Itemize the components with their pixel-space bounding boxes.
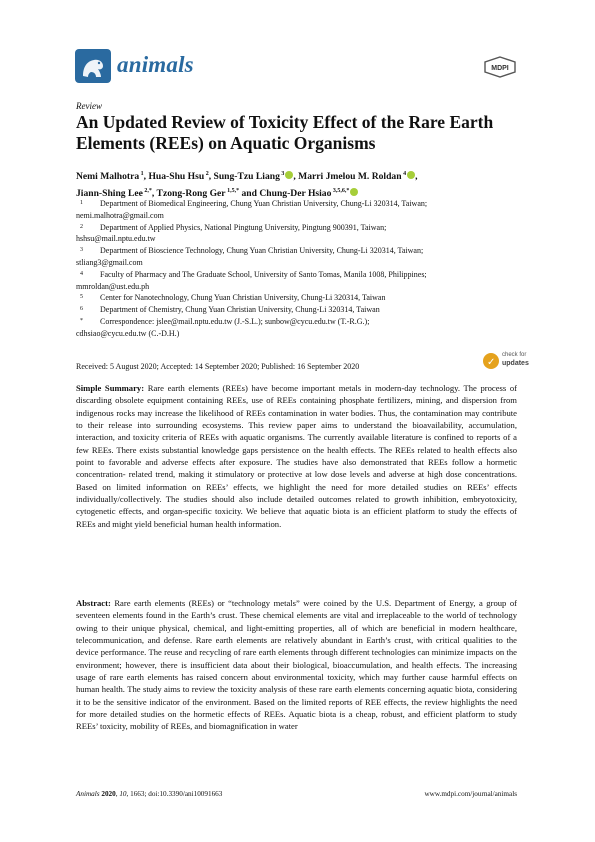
author-name: Sung-Tzu Liang [213,171,280,183]
affiliation-item [76,257,516,269]
affiliation-number: 4 [80,270,83,277]
affiliation-item [76,210,516,222]
author-affiliation-sup: 4 [401,171,407,177]
affiliation-text: Department of Biomedical Engineering, Chung Yuan Christian University, Chung-Li 320314, Taiwan; [100,199,428,208]
author-line [76,167,516,184]
affiliation-number: 2 [80,223,83,230]
author-affiliation-sup: 3 [279,171,285,177]
citation-volume: 10 [119,790,127,798]
check-for-updates-button[interactable] [483,351,527,373]
check-updates-label-line1: check for [502,352,527,358]
article-type: Review [76,101,102,111]
author-name: Hua-Shu Hsu [148,171,205,183]
check-updates-label-line2: updates [502,360,529,367]
citation-doi: 1663; doi:10.3390/ani10091663 [130,790,223,798]
author-affiliation-sup: 1,5,* [225,188,240,195]
affiliation-number: 5 [80,294,83,301]
author-separator: , [151,188,157,200]
affiliation-number: * [80,317,83,324]
check-icon: ✓ [483,353,499,369]
author-name: Jiann-Shing Lee [76,188,143,200]
affiliation-text: Department of Applied Physics, National Pingtung University, Pingtung 900391, Taiwan; [100,222,387,232]
affiliation-text: mmroldan@ust.edu.ph [76,281,150,291]
affiliation-item [76,328,516,340]
author-separator: , [293,171,299,183]
affiliation-text: Department of Chemistry, Chung Yuan Christian University, Chung-Li 320314, Taiwan [100,305,380,315]
animals-logo-icon [75,49,111,83]
affiliation-item [76,222,516,234]
affiliation-number: 3 [80,247,83,254]
article-title: An Updated Review of Toxicity Effect of the Rare Earth Elements (REEs) on Aquatic Organisms [76,112,494,153]
author-affiliation-sup: 1 [139,171,144,177]
author-separator: , [415,171,418,183]
orcid-icon[interactable] [407,171,415,179]
affiliation-item [76,233,516,245]
affiliation-text: cdhsiao@cycu.edu.tw (C.-D.H.) [76,328,180,338]
citation-year: 2020 [101,790,116,798]
author-list [76,167,516,201]
affiliation-item [76,292,516,304]
abstract-text: Rare earth elements (REEs) or “technology metals” were coined by the U.S. Department of Energy, a group of seventeen elements found in the Earth’s crust. These chemical elements are vital and irreplaceable to the world of technology owing to their unique physical, chemical, and light-emitting properties, all of which are beneficial in modern healthcare, telecommunication, and defense. Rare earth elements are relatively abundant in Earth’s crust, with critical qualities to the device performance. The reuse and recycling of rare earth elements through different technologies can minimize impacts on the environment; however, there is insufficient data about their biological, bioaccumulation, and health effects. The increasing usage of rare earth elements has raised concern about environmental toxicity, which may further cause harmful effects on human health. The study aims to review the toxicity analysis of these rare earth elements concerning aquatic biota, considering it to be the sensitive indicator of the environment. Based on the limited reports of REE effects, the review highlights the need for more detailed studies on the hormetic effects of REEs. Aquatic biota is a cheap, robust, and efficient platform to study REEs’ toxicity, mobility of REEs, and biomagnification in water [76,598,517,732]
author-name: Nemi Malhotra [76,171,140,183]
affiliation-text: Department of Bioscience Technology, Chung Yuan Christian University, Chung-Li 320314, Taiwan; [100,246,424,256]
abstract-label: Abstract: [76,598,111,608]
mdpi-logo-icon [483,56,517,78]
citation-journal: Animals [76,790,100,798]
affiliation-text: stliang3@gmail.com [76,257,143,267]
author-name: Marri Jmelou M. Roldan [298,171,402,183]
author-separator: and [239,188,260,200]
orcid-icon[interactable] [350,188,358,196]
affiliation-item [76,198,516,210]
author-affiliation-sup: 2 [204,171,209,177]
affiliation-list [76,198,516,340]
abstract [76,597,517,733]
citation: Animals 2020, 10, 1663; doi:10.3390/ani10091663 [76,790,223,798]
author-affiliation-sup: 3,5,6,* [331,188,350,195]
journal-name: animals [117,52,194,77]
author-name: Tzong-Rong Ger [156,188,226,200]
simple-summary [76,382,517,530]
affiliation-item [76,281,516,293]
affiliation-item [76,304,516,316]
affiliation-text: Center for Nanotechnology, Chung Yuan Christian University, Chung-Li 320314, Taiwan [100,293,386,303]
simple-summary-label: Simple Summary: [76,383,145,393]
affiliation-item [76,316,516,328]
publication-dates: Received: 5 August 2020; Accepted: 14 September 2020; Published: 16 September 2020 [76,362,360,371]
journal-url-link[interactable]: www.mdpi.com/journal/animals [424,790,517,798]
author-name: Chung-Der Hsiao [259,188,332,200]
author-separator: , [143,171,149,183]
mdpi-logo-text: MDPI [491,65,509,72]
affiliation-text: nemi.malhotra@gmail.com [76,210,164,220]
affiliation-item [76,269,516,281]
author-separator: , [208,171,214,183]
affiliation-text: hshsu@mail.nptu.edu.tw [76,234,156,244]
affiliation-number: 6 [80,306,83,313]
affiliation-text: Faculty of Pharmacy and The Graduate School, University of Santo Tomas, Manila 1008, Philippines; [100,269,427,279]
simple-summary-text: Rare earth elements (REEs) have become important metals in modern-day technology. The process of discarding obsolete equipment containing REEs, use of REEs containing phosphate fertilizers, mining, and dispersion from indigenous rocks may increase the likelihood of REEs contamination in water bodies. Thus, the contamination may contribute to their release into surrounding ecosystems. This review paper aims to understand the bioavailability, accumulation, interaction, and toxicity criteria of REEs with aquatic organisms. The currently available literature is confined to reports of a few REEs. There exists substantial knowledge gaps persistence on the health effects. The REEs related to health effects also point to favorable and adverse effects after exposure. The studies have also demonstrated that REEs follow a hormetic concentration- related trend, making it stimulatory or protective at low dose levels and adverse at high dose concentrations. Based on limited information on REEs’ effects, we highlight the need for more detailed studies on REEs’ effects individually/collectively. The studies should also include detailed outcomes related to growth inhibition, embryotoxicity, cytogenetic effects, and organ-specific toxicity. We believe that aquatic biota is an efficient platform to study the effects of REEs and might yield beneficial human health information. [76,383,518,529]
affiliation-number: 1 [80,200,83,206]
affiliation-text: Correspondence: jslee@mail.nptu.edu.tw (J.-S.L.); sunbow@cycu.edu.tw (T.-R.G.); [100,316,370,326]
author-affiliation-sup: 2,* [142,188,152,195]
affiliation-item [76,245,516,257]
